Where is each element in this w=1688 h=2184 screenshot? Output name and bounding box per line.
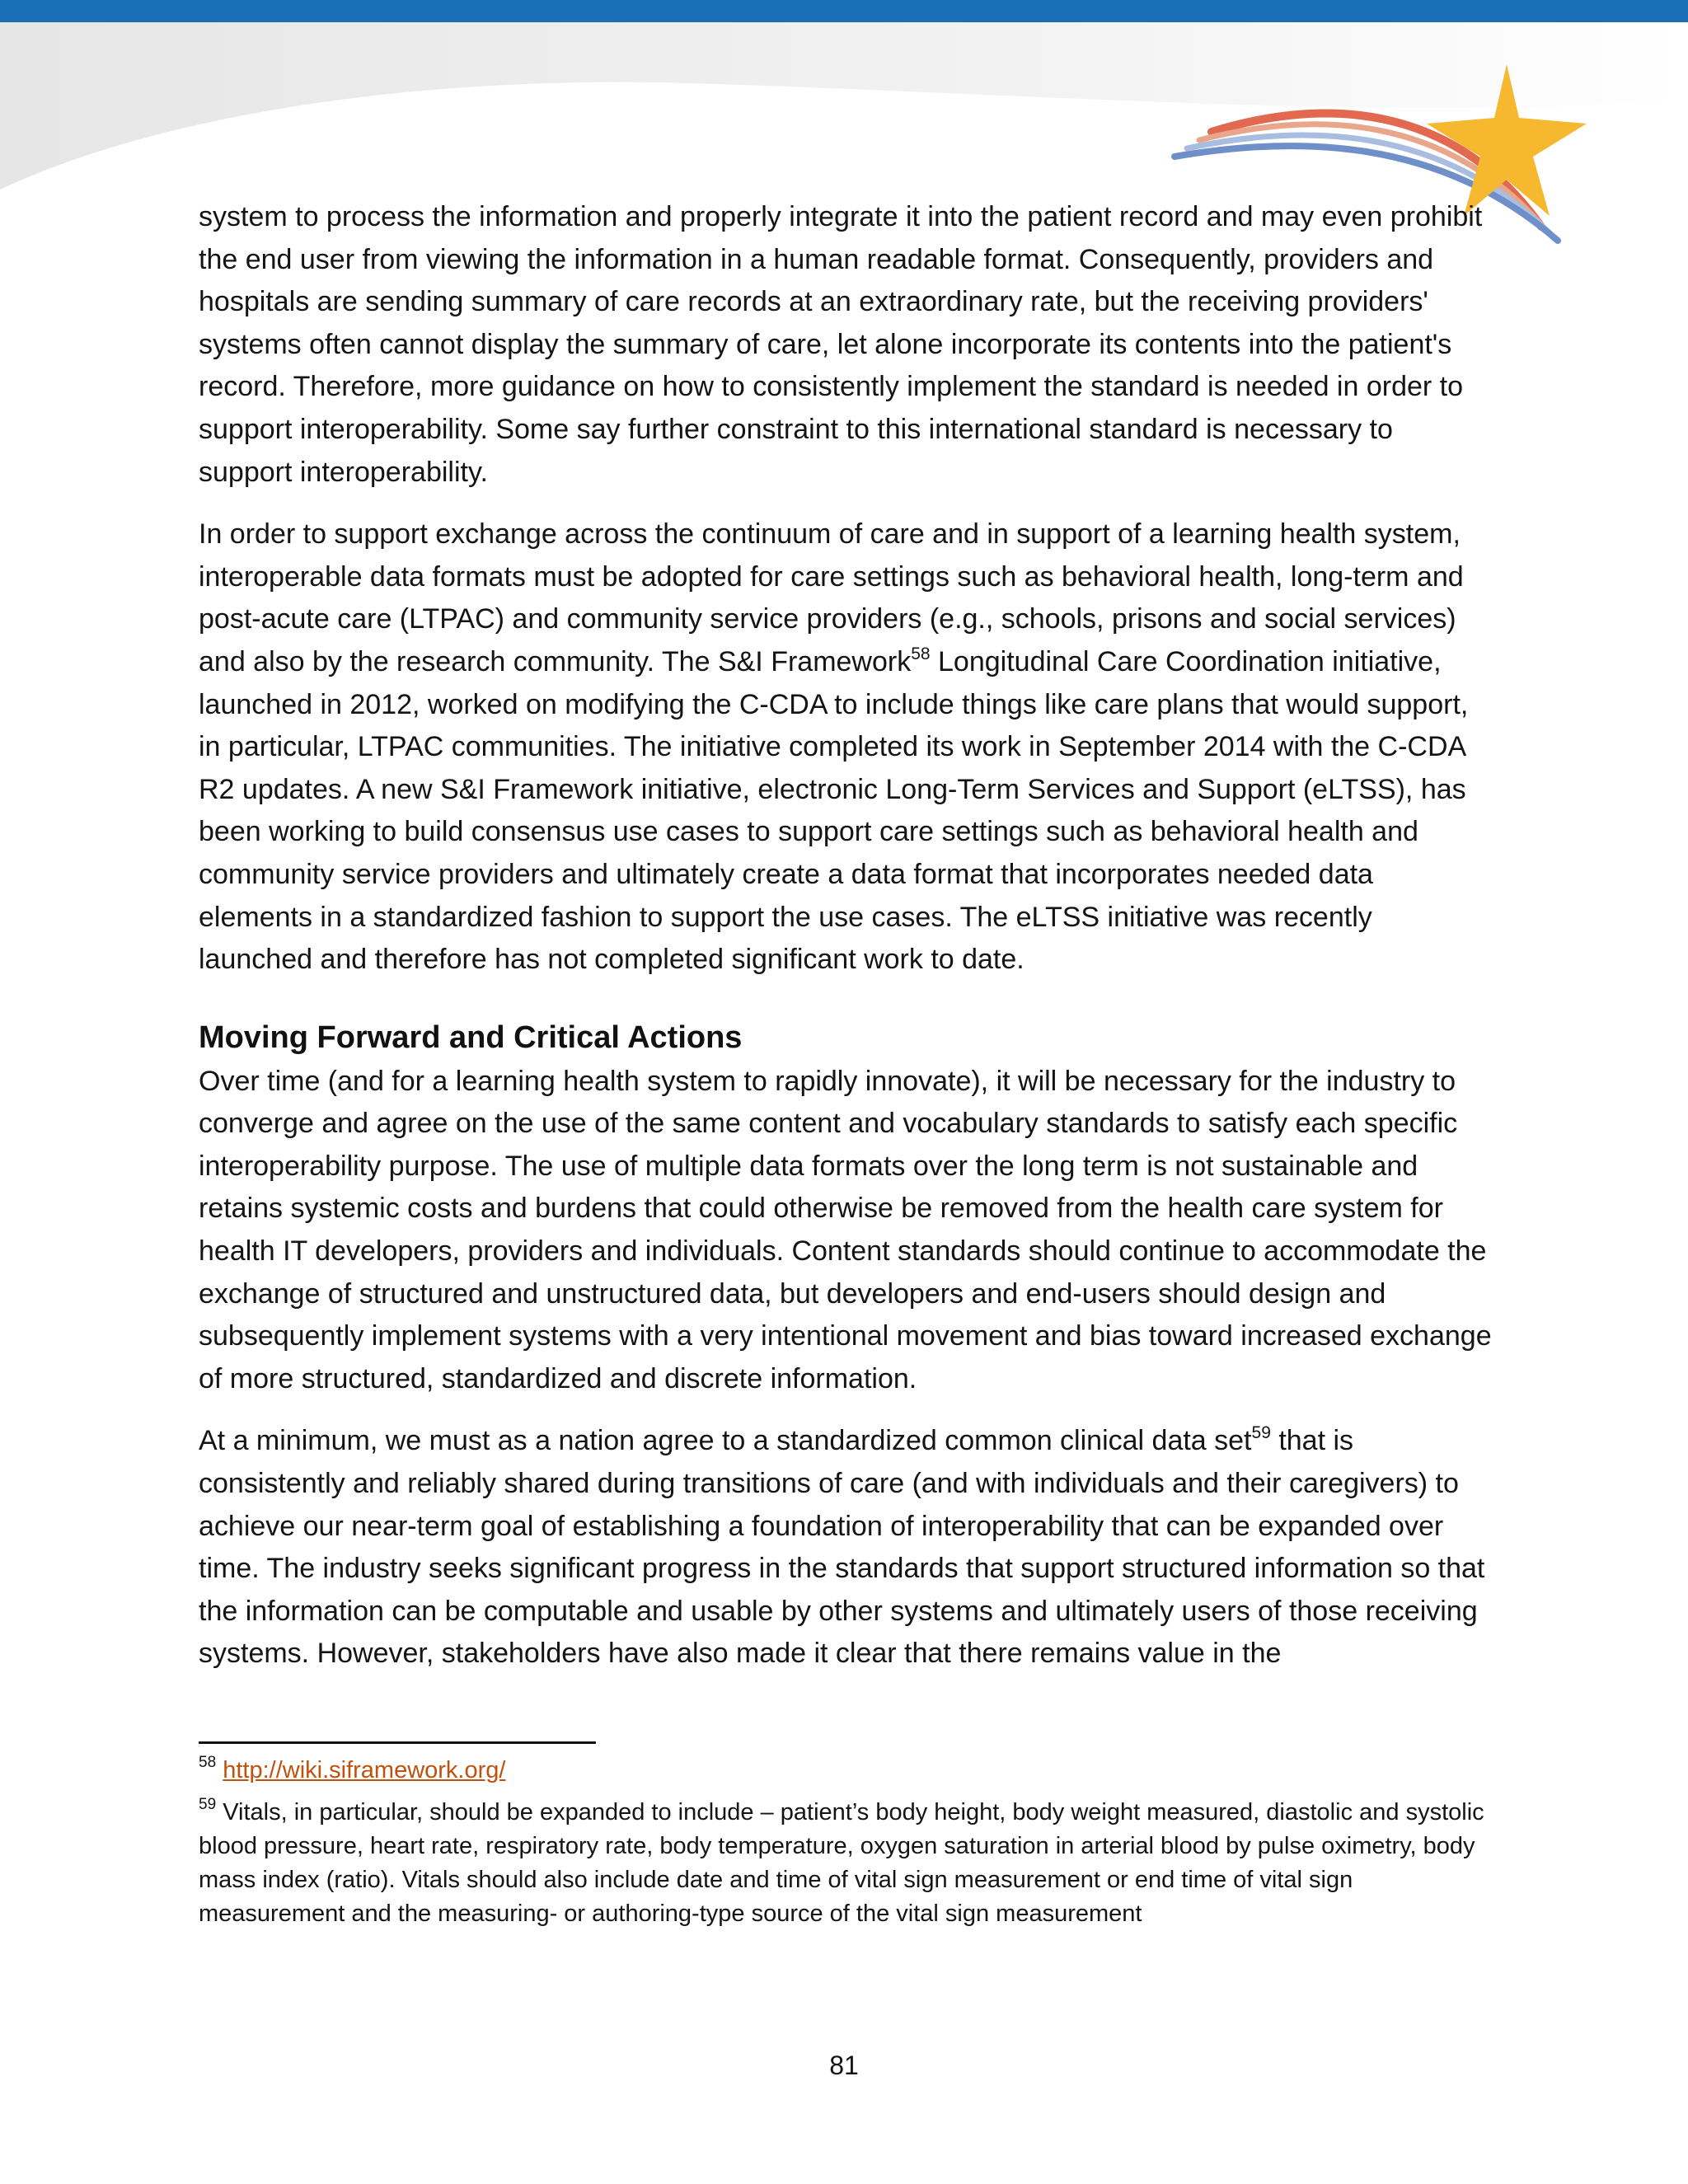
paragraph-4-part-2: that is consistently and reliably shared during transitions of care (and with individuals and their caregivers) to achieve our near-term goal of establishing a foundation of interoperability that can be expanded over time. The industry seeks significant progress in the standards that support structured information so that the information can be computable and usable by other systems and ultimately users of those receiving systems. However, stakeholders have also made it clear that there remains value in the — [199, 1425, 1485, 1670]
footnote-ref-58[interactable]: 58 — [911, 644, 931, 663]
paragraph-4 — [199, 1420, 1493, 1675]
paragraph-2-part-1: In order to support exchange across the continuum of care and in support of a learning health system, interoperable data formats must be adopted for care settings such as behavioral health, long-term and post-acute care (LTPAC) and community service providers (e.g., schools, prisons and social services) and also by the research community. The S&I Framework — [199, 518, 1464, 677]
main-content — [199, 196, 1493, 1675]
footnote-59-number: 59 — [199, 1796, 217, 1813]
footnote-58-link[interactable]: http://wiki.siframework.org/ — [223, 1757, 506, 1783]
paragraph-2 — [199, 513, 1493, 982]
footnote-divider — [199, 1741, 596, 1744]
paragraph-3: Over time (and for a learning health system to rapidly innovate), it will be necessary for the industry to converge and agree on the use of the same content and vocabulary standards to satisfy each specific interoperability purpose. The use of multiple data formats over the long term is not sustainable and retains systemic costs and burdens that could otherwise be removed from the health care system for health IT developers, providers and individuals. Content standards should continue to accommodate the exchange of structured and unstructured data, but developers and end-users should design and subsequently implement systems with a very intentional movement and bias toward increased exchange of more structured, standardized and discrete information. — [199, 1065, 1492, 1394]
footnotes — [199, 1754, 1493, 1931]
page-number: 81 — [829, 2050, 859, 2080]
footnote-58 — [199, 1754, 1493, 1788]
section-heading: Moving Forward and Critical Actions — [199, 1019, 743, 1055]
footnote-59 — [199, 1796, 1493, 1931]
footnote-59-text: Vitals, in particular, should be expanded to include – patient’s body height, body weight measured, diastolic and systolic blood pressure, heart rate, respiratory rate, body temperature, oxygen saturation in arterial blood by pulse oximetry, body mass index (ratio). Vitals should also include date and time of vital sign measurement or end time of vital sign measurement and the measuring- or authoring-type source of the vital sign measurement — [199, 1799, 1484, 1927]
header-gray-swoosh — [0, 22, 1688, 190]
paragraph-2-part-2: Longitudinal Care Coordination initiative, launched in 2012, worked on modifying the C-CDA to include things like care plans that would support, in particular, LTPAC communities. The initiative completed its work in September 2014 with the C-CDA R2 updates. A new S&I Framework initiative, electronic Long-Term Services and Support (eLTSS), has been working to build consensus use cases to support care settings such as behavioral health and community service providers and ultimately create a data format that incorporates needed data elements in a standardized fashion to support the use cases. The eLTSS initiative was recently launched and therefore has not completed significant work to date. — [199, 645, 1469, 976]
paragraph-1: system to process the information and properly integrate it into the patient record and may even prohibit the end user from viewing the information in a human readable format. Consequently, providers and hospitals are sending summary of care records at an extraordinary rate, but the receiving providers' systems often cannot display the summary of care, let alone incorporate its contents into the patient's record. Therefore, more guidance on how to consistently implement the standard is needed in order to support interoperability. Some say further constraint to this international standard is necessary to support interoperability. — [199, 201, 1483, 488]
paragraph-4-part-1: At a minimum, we must as a nation agree to a standardized common clinical data set — [199, 1425, 1252, 1457]
footnote-ref-59[interactable]: 59 — [1251, 1423, 1271, 1443]
footnote-58-number: 58 — [199, 1754, 217, 1771]
